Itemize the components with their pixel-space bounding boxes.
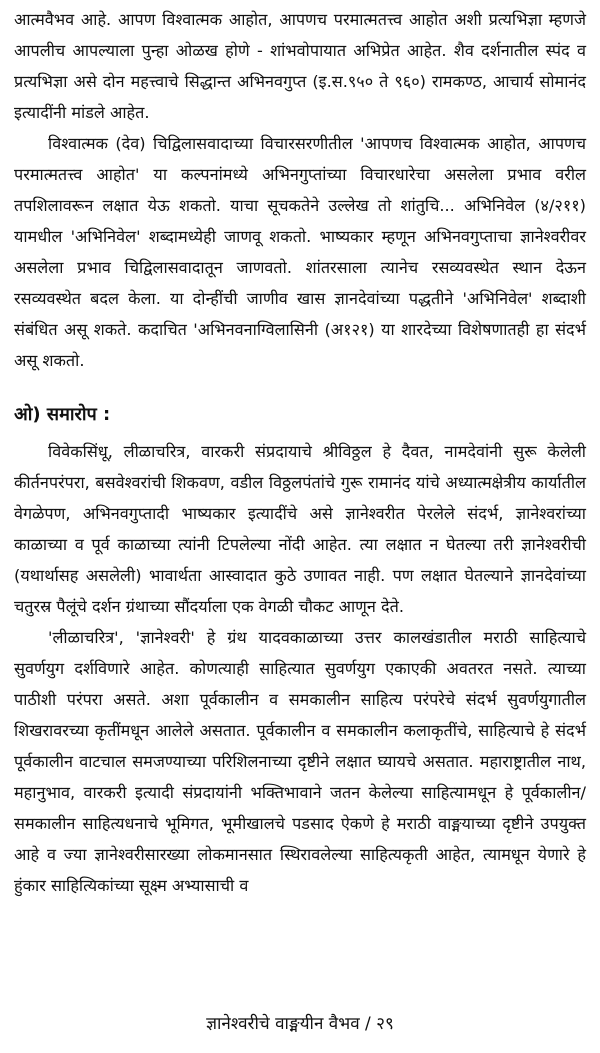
paragraph-continuation: आत्मवैभव आहे. आपण विश्वात्मक आहोत, आपणच परमात्मतत्त्व आहोत अशी प्रत्यभिज्ञा म्हणजे आपलीच आपल्याला पुन्हा ओळख होणे - शांभवोपायात अभिप्रेत आहेत. शैव दर्शनातील स्पंद व प्रत्यभिज्ञा असे दोन महत्त्वाचे सिद्धान्त अभिनवगुप्त (इ.स.९५० ते ९६०) रामकण्ठ, आचार्य सोमानंद इत्यादींनी मांडले आहेत.: [14, 10, 586, 122]
paragraph-abhinavagupta-influence: विश्वात्मक (देव) चिद्विलासवादाच्या विचारसरणीतील 'आपणच विश्वात्मक आहोत, आपणच परमात्मतत्त्व आहोत' या कल्पनांमध्ये अभिनगुप्तांच्या विचारधारेचा असलेला प्रभाव वरील तपशिलावरून लक्षात येऊ शकतो. याचा सूचकतेने उल्लेख तो शांतुचि... अभिनिवेल (४/२११) यामधील 'अभिनिवेल' शब्दामध्येही जाणवू शकतो. भाष्यकार म्हणून अभिनवगुप्ताचा ज्ञानेश्वरीवर असलेला प्रभाव चिद्विलासवादातून जाणवतो. शांतरसाला त्यानेच रसव्यवस्थेत स्थान देऊन रसव्यवस्थेत बदल केला. या दोन्हींची जाणीव खास ज्ञानदेवांच्या पद्धतीने 'अभिनिवेल' शब्दाशी संबंधित असू शकते. कदाचित 'अभिनवनाग्विलासिनी (अ१२१) या शारदेच्या विशेषणातही हा संदर्भ असू शकतो.: [14, 134, 586, 370]
page-footer: ज्ञानेश्वरीचे वाङ्मयीन वैभव / २९: [206, 1014, 394, 1034]
section-heading-conclusion: ओ) समारोप :: [14, 404, 111, 425]
paragraph-conclusion-references: विवेकसिंधू, लीळाचरित्र, वारकरी संप्रदायाचे श्रीविठ्ठल हे दैवत, नामदेवांनी सुरू केलेली कीर्तनपरंपरा, बसवेश्वरांची शिकवण, वडील विठ्ठलपंतांचे गुरू रामानंद यांचे अध्यात्मक्षेत्रीय कार्यातील वेगळेपण, अभिनवगुप्तादी भाष्यकार इत्यादींचे असे ज्ञानेश्वरीत पेरलेले संदर्भ, ज्ञानेश्वरांच्या काळाच्या व पूर्व काळाच्या त्यांनी टिपलेल्या नोंदी आहेत. त्या लक्षात न घेतल्या तरी ज्ञानेश्वरीची (यथार्थासह असलेली) भावार्थता आस्वादात कुठे उणावत नाही. पण लक्षात घेतल्याने ज्ञानदेवांच्या चतुरस्र पैलूंचे दर्शन ग्रंथाच्या सौंदर्याला एक वेगळी चौकट आणून देते.: [14, 442, 586, 616]
paragraph-golden-age: 'लीळाचरित्र', 'ज्ञानेश्वरी' हे ग्रंथ यादवकाळाच्या उत्तर कालखंडातील मराठी साहित्याचे सुवर्णयुग दर्शविणारे आहेत. कोणत्याही साहित्यात सुवर्णयुग एकाएकी अवतरत नसते. त्याच्या पाठीशी परंपरा असते. अशा पूर्वकालीन व समकालीन साहित्य परंपरेचे संदर्भ सुवर्णयुगातील शिखरावरच्या कृतींमधून आलेले असतात. पूर्वकालीन व समकालीन कलाकृतींचे, साहित्याचे हे संदर्भ पूर्वकालीन वाटचाल समजण्याच्या परिशिलनाच्या दृष्टीने लक्षात घ्यायचे असतात. महाराष्ट्रातील नाथ, महानुभाव, वारकरी इत्यादी संप्रदायांनी भक्तिभावाने जतन केलेल्या साहित्यामधून हे पूर्वकालीन/समकालीन साहित्यधनाचे भूमिगत, भूमीखालचे पडसाद ऐकणे हे मराठी वाङ्मयाच्या दृष्टीने उपयुक्त आहे व ज्या ज्ञानेश्वरीसारख्या लोकमानसात स्थिरावलेल्या साहित्यकृती आहेत, त्यामधून येणारे हे हुंकार साहित्यिकांच्या सूक्ष्म अभ्यासाची व: [14, 628, 586, 895]
